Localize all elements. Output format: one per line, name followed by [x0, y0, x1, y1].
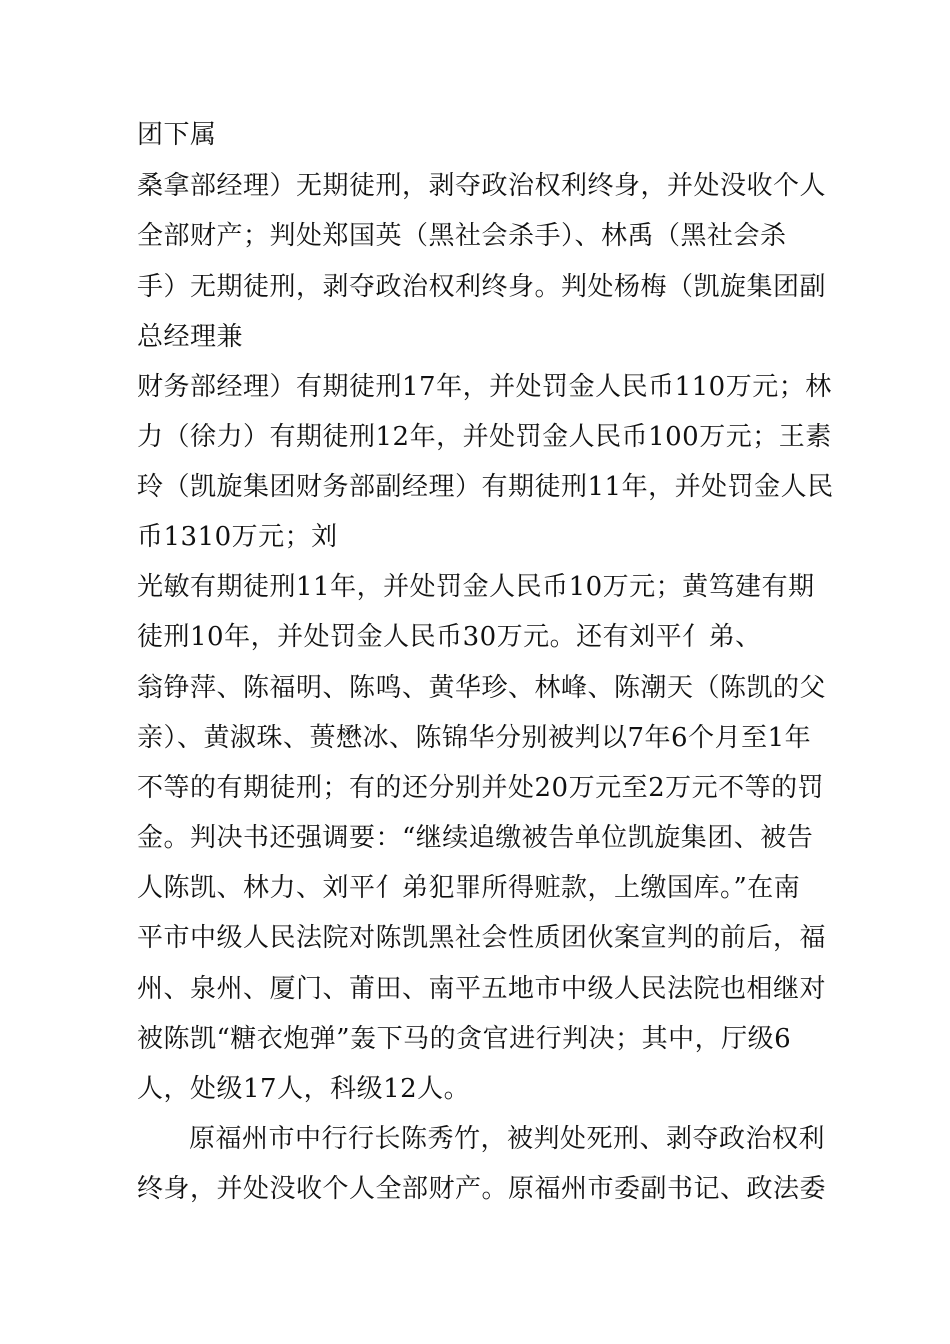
paragraph-first-line: 原福州市中行行长陈秀竹，被判处死刑、剥夺政治权利: [189, 1124, 826, 1154]
text-line: 玲（凯旋集团财务部副经理）有期徒刑11年，并处罚金人民: [137, 472, 834, 502]
text-line: 终身，并处没收个人全部财产。原福州市委副书记、政法委: [137, 1174, 827, 1204]
text-line: 总经理兼: [137, 322, 244, 352]
text-line: 光敏有期徒刑11年，并处罚金人民币10万元；黄笃建有期: [137, 572, 815, 602]
text-line: 徒刑10年，并处罚金人民币30万元。还有刘平亻弟、: [137, 622, 762, 652]
text-line: 人，处级17人，科级12人。: [137, 1074, 471, 1104]
text-line: 全部财产；判处郑国英（黑社会杀手）、林禹（黑社会杀: [137, 221, 787, 251]
text-line: 被陈凯“糖衣炮弹”轰下马的贪官进行判决；其中，厅级6: [137, 1024, 792, 1054]
text-line: 亲）、黄淑珠、蒉懋冰、陈锦华分别被判以7年6个月至1年: [137, 723, 812, 753]
text-line: 力（徐力）有期徒刑12年，并处罚金人民币100万元；王素: [137, 422, 832, 452]
text-line: 人陈凯、林力、刘平亻弟犯罪所得赃款，上缴国库。”在南: [137, 873, 801, 903]
text-line: 币1310万元；刘: [137, 522, 338, 552]
text-line: 翁铮萍、陈福明、陈鸣、黄华珍、林峰、陈潮天（陈凯的父: [137, 673, 827, 703]
text-line: 桑拿部经理）无期徒刑，剥夺政治权利终身，并处没收个人: [137, 171, 827, 201]
text-line: 不等的有期徒刑；有的还分别并处20万元至2万元不等的罚: [137, 773, 825, 803]
text-line: 团下属: [137, 120, 217, 150]
text-line: 金。判决书还强调要：“继续追缴被告单位凯旋集团、被告: [137, 823, 814, 853]
text-line: 州、泉州、厦门、莆田、南平五地市中级人民法院也相继对: [137, 974, 827, 1004]
text-line: 财务部经理）有期徒刑17年，并处罚金人民币110万元；林: [137, 372, 832, 402]
text-line: 平市中级人民法院对陈凯黑社会性质团伙案宣判的前后，福: [137, 923, 827, 953]
text-line: 手）无期徒刑，剥夺政治权利终身。判处杨梅（凯旋集团副: [137, 272, 827, 302]
